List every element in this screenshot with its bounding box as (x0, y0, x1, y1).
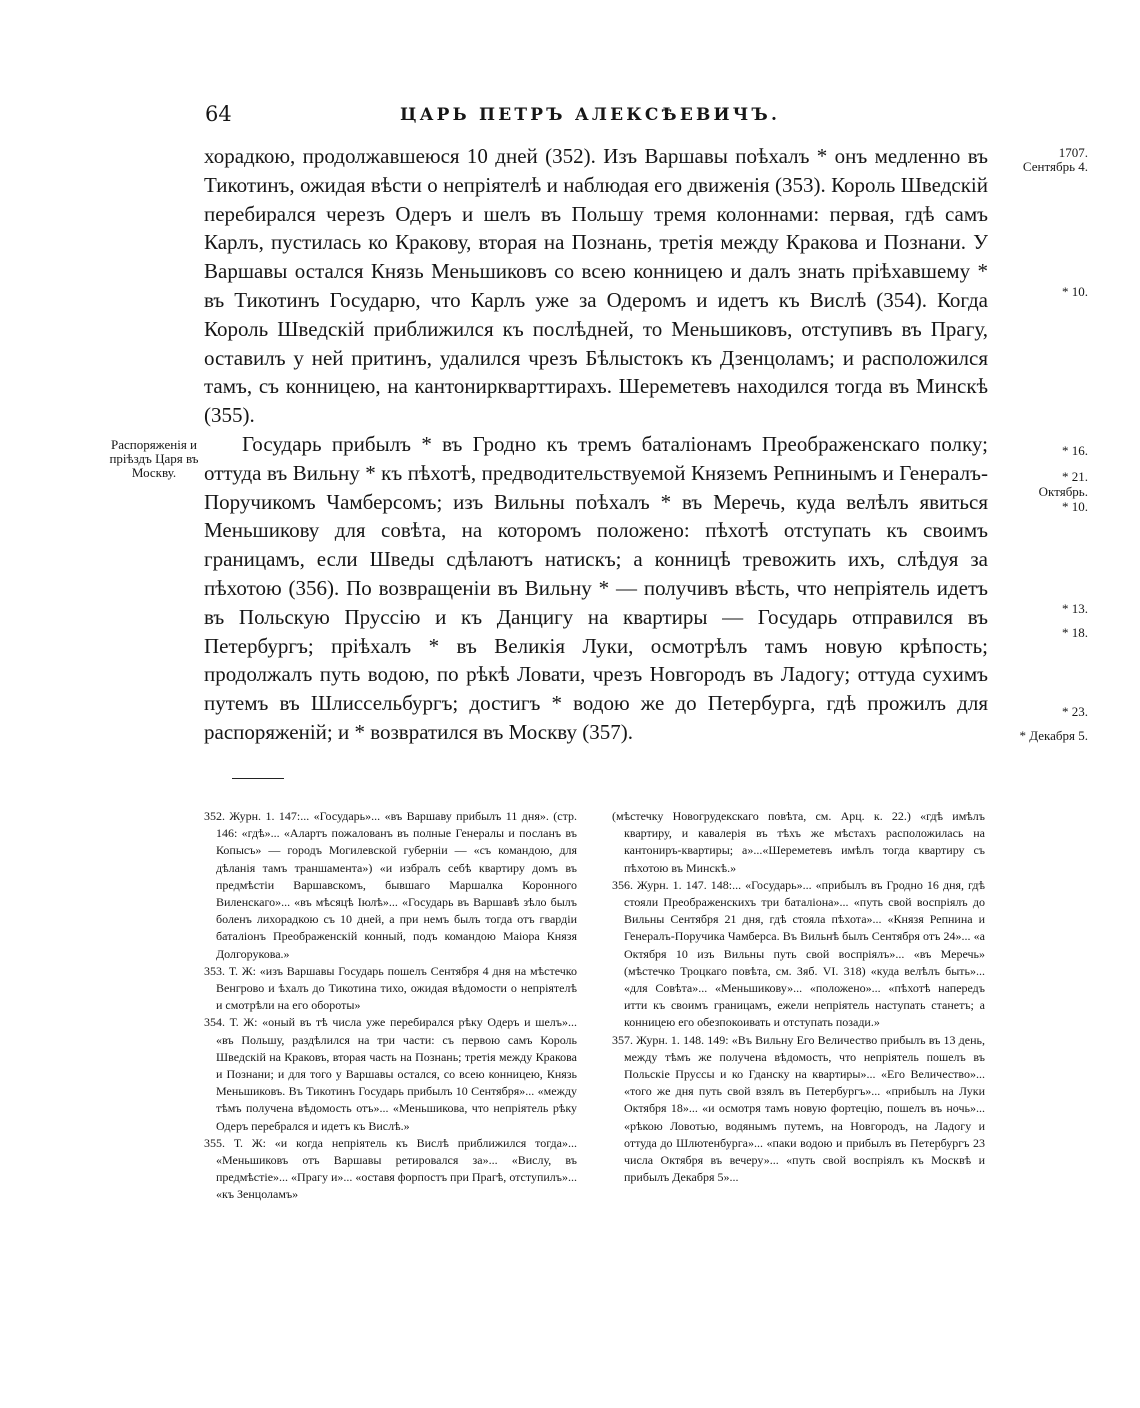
main-paragraph-1: хорадкою, продолжавшеюся 10 дней (352). Изъ Варшавы поѣхалъ * онъ медленно въ Тикотинъ, ожидая вѣсти о непріятелѣ и наблюдая его движенія (353). Король Шведскій перебирался черезъ Одеръ и шелъ въ Польшу тремя колоннами: первая, гдѣ самъ Карлъ, пустилась ко Кракову, вторая на Познань, третія между Кракова и Познани. У Варшавы остался Князь Меньшиковъ со всею конницею и далъ знать пріѣхавшему * въ Тикотинъ Государю, что Карлъ уже за Одеромъ и идетъ къ Вислѣ (354). Когда Король Шведскій приближился къ послѣдней, то Меньшиковъ, отступивъ въ Прагу, оставилъ у ней притинъ, удалился чрезъ Бѣлыстокъ къ Дзенцоламъ; и расположился тамъ, съ конницею, на кантониркварттирахъ. Шереметевъ находился тогда въ Минскѣ (355). (204, 144, 988, 428)
margin-date: * 10. (1062, 284, 1088, 299)
running-title: ЦАРЬ ПЕТРЪ АЛЕКСѢЕВИЧЪ. (400, 105, 781, 125)
margin-date: Сентябрь 4. (1022, 159, 1088, 174)
margin-date-month: Октябрь. (1038, 484, 1088, 499)
main-text (204, 142, 988, 747)
footnote-355-continued: (мѣстечку Новогрудекскаго повѣта, см. Арц. к. 22.) «гдѣ имѣлъ квартиру, и кавалерія въ тѣхъ же мѣстахъ расположилась на кантониръ-квартиры; а»...«Шереметевъ имѣлъ тогда квартиру съ пѣхотою въ Минскѣ.» (612, 809, 985, 875)
left-margin-note: Распоряженія и пріѣздъ Царя въ Москву. (109, 437, 199, 480)
footnote-354: 354. Т. Ж: «оный въ тѣ числа уже перебирался рѣку Одеръ и шелъ»... «въ Польшу, раздѣлился на три части: съ первою самъ Король Шведскій на Краковъ, вторая часть на Познань; третія между Кракова и Познани; и для того у Варшавы остался, со всею конницею, Князь Меньшиковъ. Въ Тикотинъ Государь прибылъ 10 Сентября»... «между тѣмъ получена вѣдомость отъ»... «Меньшикова, что непріятель рѣку Одеръ перебрался и идетъ къ Вислѣ.» (204, 1015, 577, 1133)
margin-date-year: 1707. (1058, 145, 1088, 160)
margin-date: * 21. (1062, 469, 1088, 484)
margin-date: * Декабря 5. (1019, 728, 1088, 743)
footnote-356: 356. Журн. 1. 147. 148:... «Государь»... «прибылъ въ Гродно 16 дня, гдѣ стояли Преображенскихъ три баталіона»... «путь свой воспріялъ до Вильны Сентября 21 дня, гдѣ стояла пѣхота»... «Князя Репнина и Генералъ-Поручика Чамберса. Въ Вильнѣ былъ Сентября отъ 24»... «а Октября 10 изъ Вильны путь свой воспріялъ»... «въ Меречь» (мѣстечко Троцкаго повѣта, см. Зяб. VI. 318) «куда велѣлъ быть»... «для Совѣта»... «Меньшикову»... «положено»... «пѣхотѣ напередъ итти къ своимъ границамъ, ежели непріятель наступать станетъ; а конницею его обезпокоивать и отступать позади.» (612, 877, 985, 1030)
footnote-rule (232, 778, 284, 779)
margin-date: * 13. (1062, 601, 1088, 616)
page-number: 64 (205, 102, 232, 126)
footnote-355: 355. Т. Ж: «и когда непріятель къ Вислѣ приближился тогда»... «Меньшиковъ отъ Варшавы ретировался за»... «Вислу, въ предмѣстіе»... «Прагу и»... «оставя форпостъ при Прагѣ, отступилъ»... «къ Зенцоламъ» (204, 1135, 577, 1202)
margin-date: * 23. (1062, 704, 1088, 719)
footnote-352: 352. Журн. 1. 147:... «Государь»... «въ Варшаву прибылъ 11 дня». (стр. 146: «гдѣ»... «Алартъ пожалованъ въ полные Генералы и посланъ въ Копысъ» — городъ Могилевской губерніи — «съ командою, для дѣланія тамъ траншамента») «и избралъ себѣ квартиру домъ въ предмѣстіи Варшавскомъ, бывшаго Маршалка Коронного Виленскаго»... «въ мѣсяцѣ Іюлѣ»... «Государь въ Варшавѣ зѣло былъ боленъ лихорадкою съ 10 дней, а при немъ былъ тогда отъ гвардіи баталіонъ Преображенскій конный, подъ командою Маіора Князя Долгорукова.» (204, 809, 577, 961)
footnotes-left-column (204, 808, 577, 1204)
footnote-357: 357. Журн. 1. 148. 149: «Въ Вильну Его Величество прибылъ въ 13 день, между тѣмъ же получена вѣдомость, что непріятель пошелъ въ Польскіе Пруссы и ко Гданску на квартиры»... «Его Величество»... «того же дня путь свой взялъ въ Петербургъ»... «прибылъ на Луки Октября 18»... «и осмотря тамъ новую фортецію, пошелъ въ ночь»... «рѣкою Ловотью, водянымъ путемъ, на Новгородъ, на Ладогу и оттуда до Шлютенбурга»... «паки водою и прибылъ въ Петербургъ 23 числа Октября въ вечеру»... «путь свой воспріялъ къ Москвѣ и прибылъ Декабря 5»... (612, 1032, 985, 1185)
footnote-353: 353. Т. Ж: «изъ Варшавы Государь пошелъ Сентября 4 дня на мѣстечко Венгрово и ѣхалъ до Тикотина тихо, ожидая вѣдомости о непріятелѣ и смотрѣли на его обороты» (204, 963, 577, 1013)
footnotes-right-column (612, 808, 985, 1186)
margin-date: * 10. (1062, 499, 1088, 514)
margin-date: * 16. (1062, 443, 1088, 458)
margin-date: * 18. (1062, 625, 1088, 640)
main-paragraph-2: Государь прибылъ * въ Гродно къ тремъ баталіонамъ Преображенскаго полку; оттуда въ Вильну * къ пѣхотѣ, предводительствуемой Княземъ Репнинымъ и Генералъ-Поручикомъ Чамберсомъ; изъ Вильны поѣхалъ * въ Меречь, куда велѣлъ явиться Меньшикову для совѣта, на которомъ положено: пѣхотѣ отступать къ своимъ границамъ, если Шведы сдѣлаютъ натискъ; а конницѣ тревожить ихъ, слѣдуя за пѣхотою (356). По возвращеніи въ Вильну * — получивъ вѣсть, что непріятель идетъ въ Польскую Пруссію и къ Данцигу на квартиры — Государь отправился въ Петербургъ; пріѣхалъ * въ Великія Луки, осмотрѣлъ тамъ новую крѣпость; продолжалъ путь водою, по рѣкѣ Ловати, чрезъ Новгородъ въ Ладогу; оттуда сухимъ путемъ въ Шлиссельбургъ; достигъ * водою же до Петербурга, гдѣ прожилъ для распоряженій; и * возвратился въ Москву (357). (204, 431, 988, 744)
